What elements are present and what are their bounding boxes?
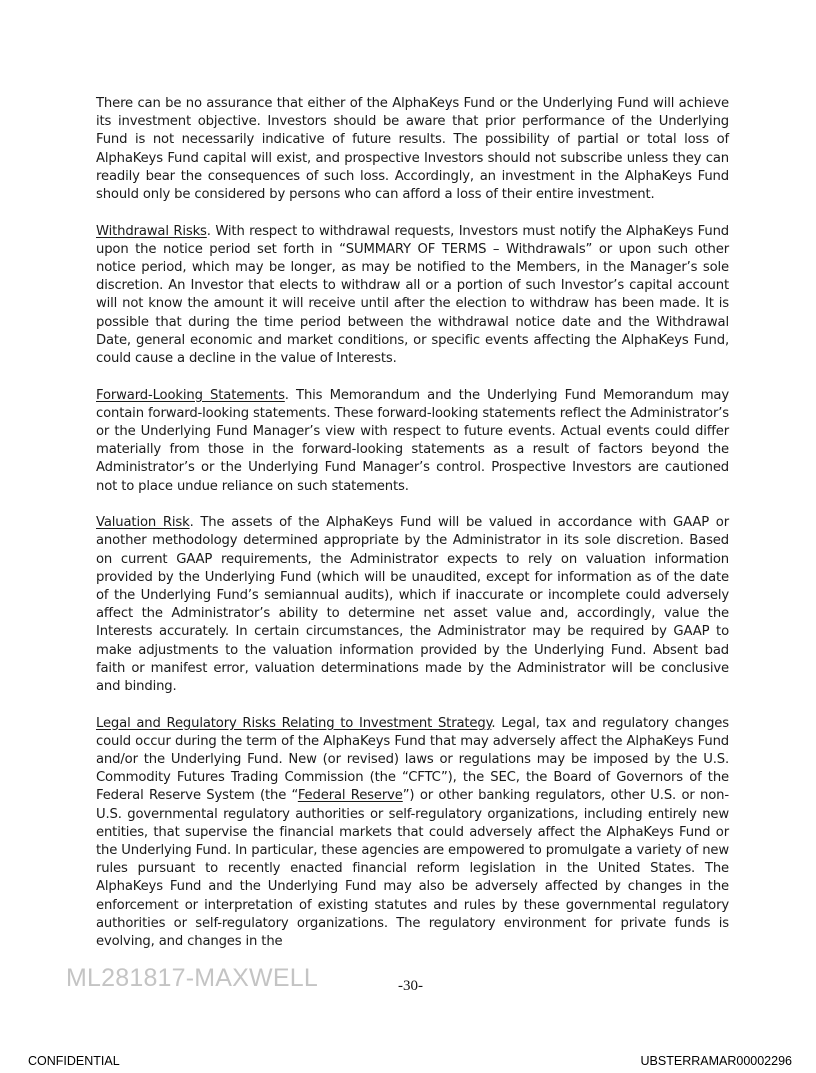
withdrawal-risks-text: . With respect to withdrawal requests, Investors must notify the AlphaKeys Fund upon the notice period set forth in “SUMMARY OF TERMS – Withdrawals” or upon such other notice period, which may be longer, as may be notified to the Members, in the Manager’s sole discretion. An Investor that elects to withdraw all or a portion of such Investor’s capital account will not know the amount it will receive until after the election to withdraw has been made. It is possible that during the time period between the withdrawal notice date and the Withdrawal Date, general economic and market conditions, or specific events affecting the AlphaKeys Fund, could cause a decline in the value of Interests. xyxy=(96,223,729,367)
intro-text: There can be no assurance that either of the AlphaKeys Fund or the Underlying Fund will achieve its investment objective. Investors should be aware that prior performance of the Underlying Fund is not necessarily indicative of future results. The possibility of partial or total loss of AlphaKeys Fund capital will exist, and prospective Investors should not subscribe unless they can readily bear the consequences of such loss. Accordingly, an investment in the AlphaKeys Fund should only be considered by persons who can afford a loss of their entire investment. xyxy=(96,96,729,203)
withdrawal-risks-paragraph xyxy=(96,223,729,369)
confidential-label: CONFIDENTIAL xyxy=(28,1054,120,1068)
page-number: -30- xyxy=(398,978,423,994)
watermark: ML281817-MAXWELL xyxy=(66,964,318,992)
valuation-risk-heading: Valuation Risk xyxy=(96,515,190,531)
withdrawal-risks-heading: Withdrawal Risks xyxy=(96,223,207,239)
intro-paragraph xyxy=(96,95,729,204)
federal-reserve-defined-term: Federal Reserve xyxy=(297,788,403,804)
bates-number: UBSTERRAMAR00002296 xyxy=(640,1054,792,1068)
valuation-risk-text: . The assets of the AlphaKeys Fund will be valued in accordance with GAAP or another methodology determined appropriate by the Administrator in its sole discretion. Based on current GAAP requirements, the Administrator expects to rely on valuation information provided by the Underlying Fund (which will be unaudited, except for information as of the date of the Underlying Fund’s semiannual audits), which if inaccurate or incomplete could adversely affect the Administrator’s ability to determine net asset value and, accordingly, value the Interests accurately. In certain circumstances, the Administrator may be required by GAAP to make adjustments to the valuation information provided by the Underlying Fund. Absent bad faith or manifest error, valuation determinations made by the Administrator will be conclusive and binding. xyxy=(96,515,729,695)
forward-looking-heading: Forward-Looking Statements xyxy=(96,387,285,403)
legal-regulatory-heading: Legal and Regulatory Risks Relating to Investment Strategy xyxy=(96,715,492,731)
legal-regulatory-text-1: . Legal, tax and regulatory changes could occur during the term of the AlphaKeys Fund that may adversely affect the AlphaKeys Fund and/or the Underlying Fund. New (or revised) laws or regulations may be imposed by the U.S. Commodity Futures Trading Commission (the “CFTC”), the SEC, the Board of Governors of the Federal Reserve System (the “ xyxy=(96,715,729,804)
legal-regulatory-text-2: ”) or other banking regulators, other U.S. or non-U.S. governmental regulatory authorities or self-regulatory organizations, including entirely new entities, that supervise the financial markets that could adversely affect the AlphaKeys Fund or the Underlying Fund. In particular, these agencies are empowered to promulgate a variety of new rules pursuant to recently enacted financial reform legislation in the United States. The AlphaKeys Fund and the Underlying Fund may also be adversely affected by changes in the enforcement or interpretation of existing statutes and rules by these governmental regulatory authorities or self-regulatory organizations. The regulatory environment for private funds is evolving, and changes in the xyxy=(96,788,729,950)
valuation-risk-paragraph xyxy=(96,514,729,696)
legal-regulatory-paragraph xyxy=(96,715,729,952)
document-body xyxy=(96,95,729,970)
forward-looking-text: . This Memorandum and the Underlying Fund Memorandum may contain forward-looking statements. These forward-looking statements reflect the Administrator’s or the Underlying Fund Manager’s view with respect to future events. Actual events could differ materially from those in the forward-looking statements as a result of factors beyond the Administrator’s or the Underlying Fund Manager’s control. Prospective Investors are cautioned not to place undue reliance on such statements. xyxy=(96,387,729,494)
forward-looking-paragraph xyxy=(96,387,729,496)
